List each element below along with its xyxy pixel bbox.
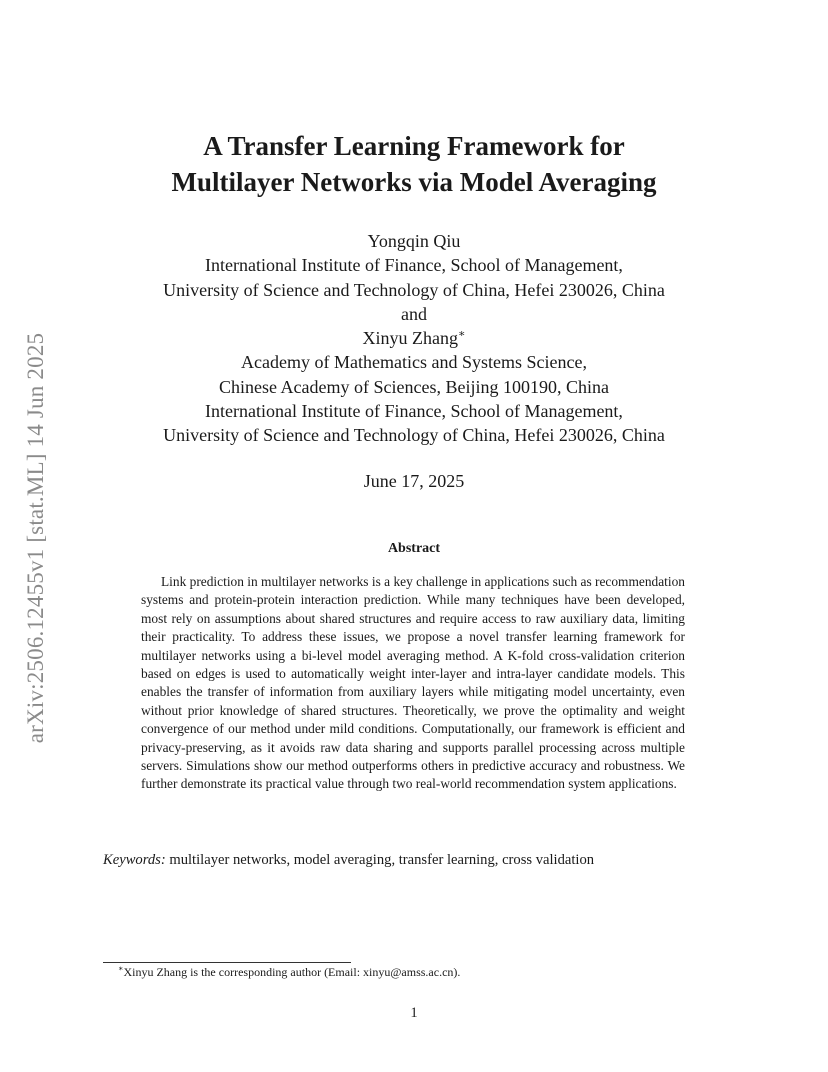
title-line-1: A Transfer Learning Framework for (203, 131, 625, 161)
footnote-mark: ∗ (118, 964, 124, 973)
footnote (118, 965, 460, 980)
author-1-affiliation-line-2: University of Science and Technology of China, Hefei 230026, China (163, 279, 665, 300)
keywords-line (103, 852, 743, 869)
title-line-2: Multilayer Networks via Model Averaging (171, 167, 657, 197)
keywords-text: multilayer networks, model averaging, transfer learning, cross validation (169, 852, 595, 868)
author-2-affiliation-line-1: Academy of Mathematics and Systems Science, (241, 352, 587, 373)
footnote-divider (103, 962, 351, 963)
footnote-text: Xinyu Zhang is the corresponding author (Email: xinyu@amss.ac.cn). (123, 965, 461, 979)
author-1-affiliation-line-1: International Institute of Finance, School of Management, (205, 255, 623, 276)
author-2-name-line (0, 326, 828, 350)
page-number: 1 (410, 1005, 418, 1021)
author-2-affiliation-line-2: Chinese Academy of Sciences, Beijing 100190, China (219, 376, 609, 397)
author-2-affiliation-line-3: International Institute of Finance, School of Management, (205, 401, 623, 422)
arxiv-identifier-stamp: arXiv:2506.12455v1 [stat.ML] 14 Jun 2025 (23, 332, 48, 744)
author-2-name: Xinyu Zhang (362, 328, 458, 349)
abstract-heading: Abstract (387, 541, 441, 556)
keywords-label: Keywords: (103, 852, 166, 868)
corresponding-author-mark: ∗ (458, 328, 466, 341)
paper-title (0, 128, 828, 200)
author-block (0, 229, 828, 448)
author-2-affiliation-line-4: University of Science and Technology of China, Hefei 230026, China (163, 425, 665, 446)
abstract-text: Link prediction in multilayer networks is a key challenge in applications such as recommendation systems and protein-protein interaction prediction. While many techniques have been developed, most rely on assumptions about shared structures and require access to raw auxiliary data, limiting their practicality. To address these issues, we propose a novel transfer learning framework for multilayer networks using a bi-level model averaging method. A K-fold cross-validation criterion based on edges is used to automatically weight inter-layer and intra-layer candidate models. This enables the transfer of information from auxiliary layers while mitigating model uncertainty, even without prior knowledge of shared structures. Theoretically, we prove the optimality and weight convergence of our method under mild conditions. Computationally, our framework is efficient and privacy-preserving, as it avoids raw data sharing and supports parallel processing across multiple servers. Simulations show our method outperforms others in predictive accuracy and robustness. We further demonstrate its practical value through two real-world recommendation system applications. (141, 574, 685, 792)
author-1-name: Yongqin Qiu (367, 231, 461, 251)
author-conjunction: and (401, 303, 427, 324)
publication-date: June 17, 2025 (363, 471, 465, 491)
